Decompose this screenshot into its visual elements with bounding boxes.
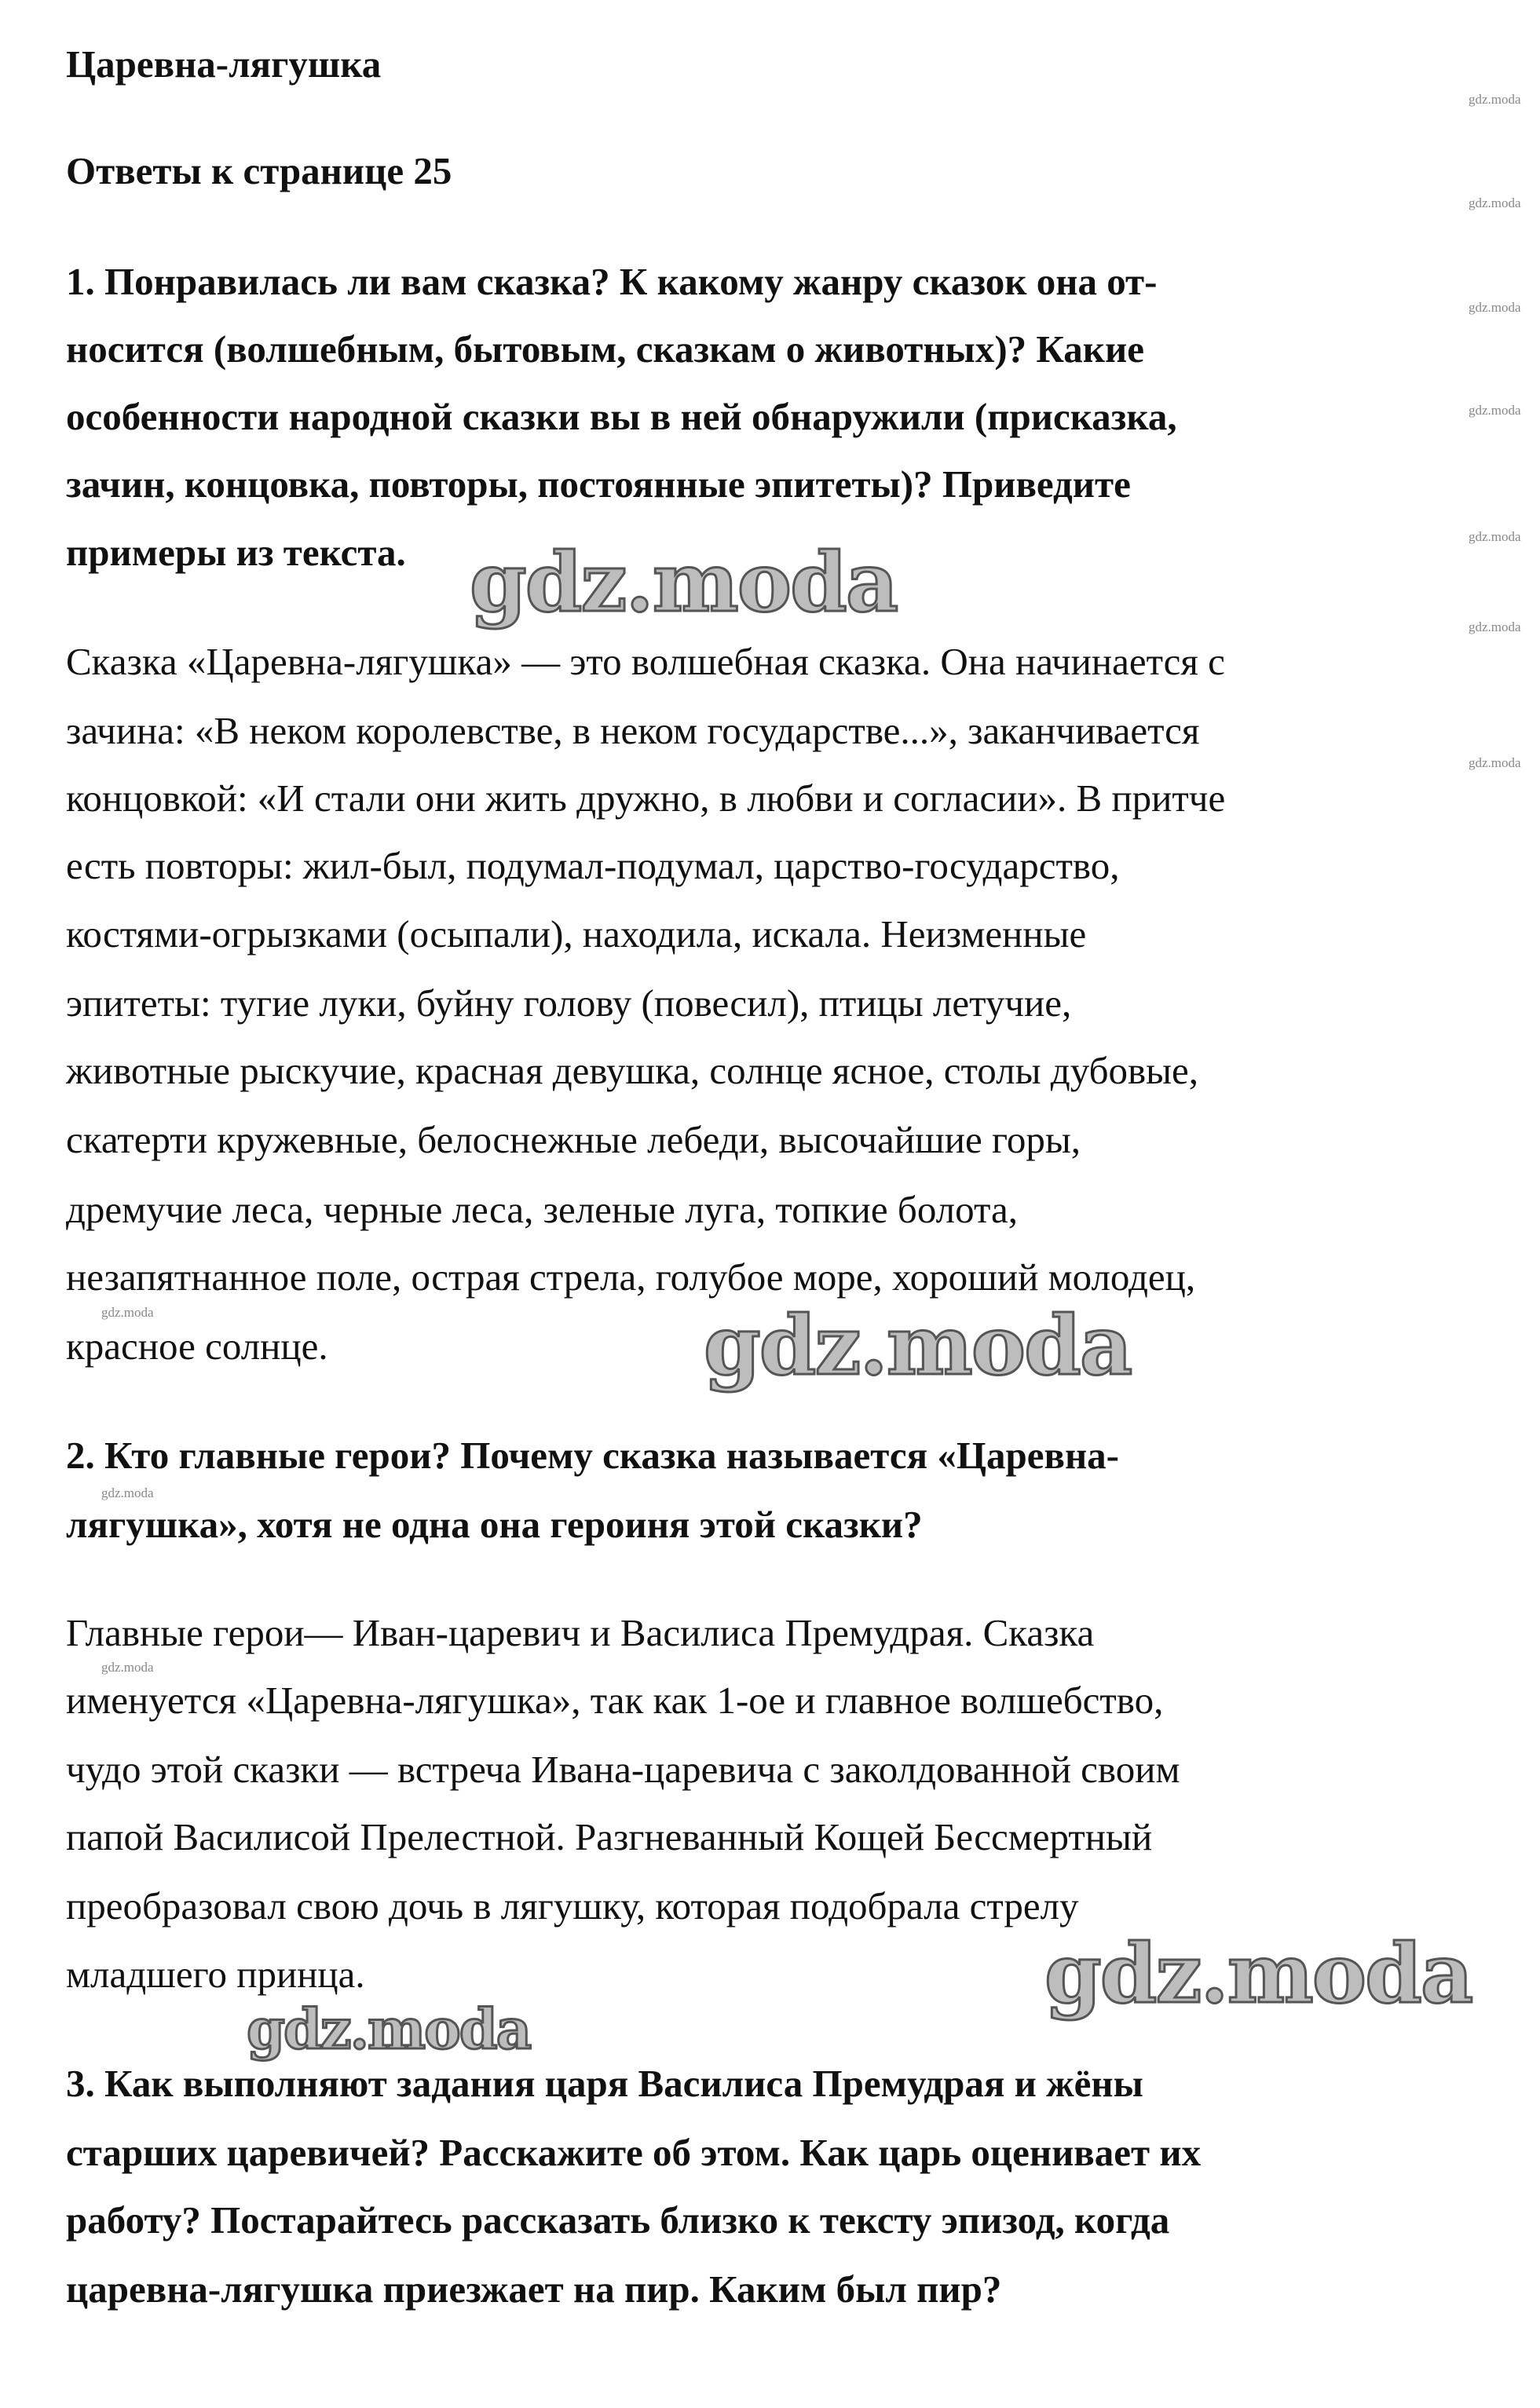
question-3-line: царевна-лягушка приезжает на пир. Каким был пир? [66, 2267, 1002, 2311]
answer-1-line: красное солнце. [66, 1325, 328, 1368]
answer-2-line: именуется «Царевна-лягушка», так как 1-ое и главное волшебство, [66, 1679, 1164, 1722]
question-3-line: 3. Как выполняют задания царя Василиса Премудрая и жёны [66, 2062, 1143, 2105]
watermark-small: gdz.moda [1469, 92, 1521, 107]
watermark-logo: gdz.moda [1044, 1925, 1472, 2022]
question-1-line: зачин, концовка, повторы, постоянные эпитеты)? Приведите [66, 462, 1131, 506]
watermark-small: gdz.moda [1469, 300, 1521, 315]
answer-1-line: Сказка «Царевна-лягушка» — это волшебная сказка. Она начинается с [66, 640, 1225, 683]
watermark-small: gdz.moda [101, 1485, 154, 1500]
answer-2-line: младшего принца. [66, 1953, 365, 1996]
question-3-line: старших царевичей? Расскажите об этом. Как царь оценивает их [66, 2131, 1202, 2174]
question-1-line: особенности народной сказки вы в ней обнаружили (присказка, [66, 395, 1177, 438]
watermark-small: gdz.moda [101, 1660, 154, 1675]
page-title: Царевна-лягушка [66, 42, 382, 86]
watermark-logo: gdz.moda [704, 1297, 1132, 1394]
answer-1-line: костями-огрызками (осыпали), находила, искала. Неизменные [66, 912, 1087, 956]
answer-2-line: Главные герои— Иван-царевич и Василиса Премудрая. Сказка [66, 1611, 1095, 1654]
watermark-small: gdz.moda [1469, 755, 1521, 770]
answer-1-line: эпитеты: тугие луки, буйну голову (повесил), птицы летучие, [66, 981, 1072, 1025]
page-subtitle: Ответы к странице 25 [66, 149, 452, 192]
question-1-line: 1. Понравилась ли вам сказка? К какому жанру сказок она от- [66, 260, 1158, 303]
answer-2-line: преобразовал свою дочь в лягушку, которая подобрала стрелу [66, 1884, 1079, 1927]
watermark-small: gdz.moda [1469, 403, 1521, 418]
answer-1-line: дремучие леса, черные леса, зеленые луга, топкие болота, [66, 1188, 1018, 1231]
answer-2-line: чудо этой сказки — встреча Ивана-царевича с заколдованной своим [66, 1748, 1180, 1791]
answer-1-line: есть повторы: жил-был, подумал-подумал, царство-государство, [66, 844, 1120, 887]
answer-1-line: незапятнанное поле, острая стрела, голубое море, хороший молодец, [66, 1255, 1196, 1299]
answer-1-line: зачина: «В неком королевстве, в неком государстве...», заканчивается [66, 709, 1200, 752]
answer-1-line: животные рыскучие, красная девушка, солнце ясное, столы дубовые, [66, 1049, 1199, 1092]
question-1-line: носится (волшебным, бытовым, сказкам о животных)? Какие [66, 327, 1144, 371]
question-2-line: 2. Кто главные герои? Почему сказка называется «Царевна- [66, 1434, 1119, 1477]
watermark-small: gdz.moda [1469, 619, 1521, 634]
question-3-line: работу? Постарайтесь рассказать близко к тексту эпизод, когда [66, 2198, 1170, 2242]
answer-1-line: скатерти кружевные, белоснежные лебеди, высочайшие горы, [66, 1118, 1081, 1161]
watermark-logo: gdz.moda [470, 534, 898, 630]
watermark-small: gdz.moda [1469, 529, 1521, 544]
watermark-small: gdz.moda [101, 1305, 154, 1320]
watermark-logo: gdz.moda [247, 1997, 531, 2062]
question-1-line: примеры из текста. [66, 531, 406, 574]
watermark-small: gdz.moda [1469, 195, 1521, 210]
question-2-line: лягушка», хотя не одна она героиня этой сказки? [66, 1503, 923, 1546]
answer-1-line: концовкой: «И стали они жить дружно, в любви и согласии». В притче [66, 776, 1226, 820]
answer-2-line: папой Василисой Прелестной. Разгневанный Кощей Бессмертный [66, 1815, 1153, 1858]
